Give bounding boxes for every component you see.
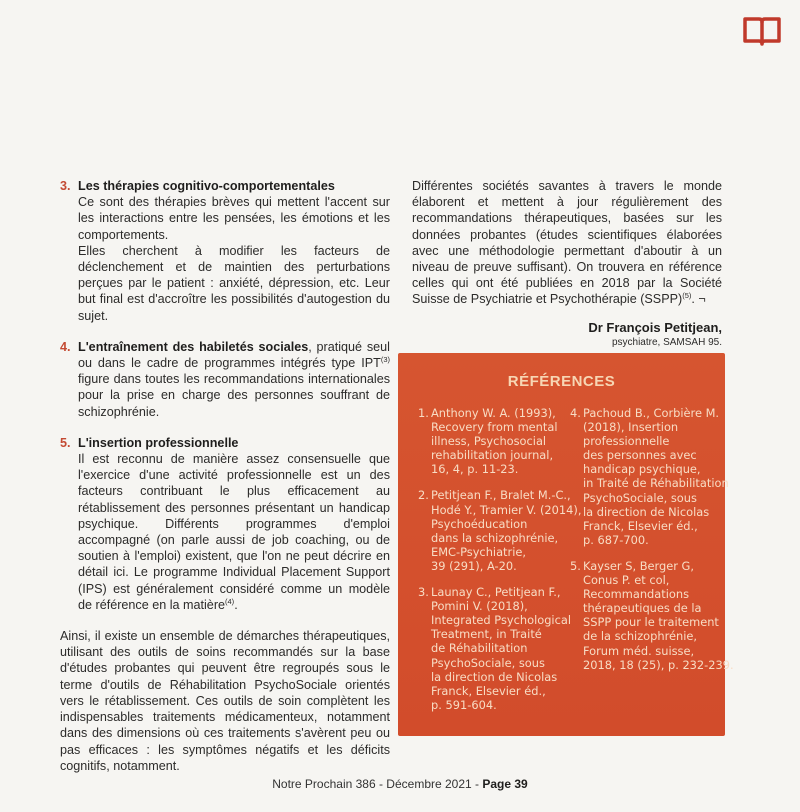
reference-line: thérapeutiques de la: [583, 601, 702, 616]
section-4: [60, 339, 390, 420]
paragraph-text: Différentes sociétés savantes à travers le monde élaborent et mettent à jour régulièrement des recommandations thérapeutiques, basées sur les données probantes (études scientifiques élaborées avec une méthodologie permettant d'aboutir à un niveau de preuve suffisant). On trouvera en référence celles qui ont été publiées en 2018 par la Société Suisse de Psychiatrie et Psychothérapie (SSPP): [412, 179, 722, 307]
references-column-1: [418, 406, 582, 724]
reference-item: [418, 488, 582, 573]
right-column: [412, 178, 722, 349]
reference-line: Launay C., Petitjean F.,: [431, 585, 561, 600]
reference-line: Psychoéducation: [431, 516, 528, 531]
reference-number: 2.: [418, 488, 429, 503]
reference-item: [570, 406, 729, 547]
reference-line: des personnes avec: [583, 448, 697, 463]
paragraph-text: Il est reconnu de manière assez consensuelle que l'exercice d'une activité professionnelle est un des facteurs contribuant le plus efficacement au rétablissement des personnes présentant un handicap psychique. Différents programmes d'emploi accompagné (on parle aussi de job coaching, ou de soutien à l'emploi) existent, que l'on ne peut décrire en détail ici. Le programme Individual Placement Support (IPS) est généralement considéré comme un modèle de référence en la matière: [78, 452, 390, 612]
reference-line: Hodé Y., Tramier V. (2014),: [431, 502, 582, 517]
references-column-2: [570, 406, 734, 684]
reference-line: Petitjean F., Bralet M.-C.,: [431, 488, 571, 503]
reference-line: EMC-Psychiatrie,: [431, 544, 527, 559]
paragraph-text: . ¬: [691, 292, 706, 307]
reference-line: p. 591-604.: [431, 697, 497, 712]
reference-line: illness, Psychosocial: [431, 434, 547, 449]
section-paragraph: Ce sont des thérapies brèves qui mettent l'accent sur les interactions entre les pensées, les émotions et les comportements.: [78, 195, 390, 242]
reference-number: 5.: [570, 558, 581, 573]
reference-line: Anthony W. A. (1993),: [431, 406, 556, 420]
reference-line: 16, 4, p. 11-23.: [431, 462, 519, 477]
author-name: Dr François Petitjean,: [588, 319, 722, 335]
left-column: [60, 178, 390, 774]
footer-text: Notre Prochain 386 - Décembre 2021 -: [272, 777, 483, 791]
section-paragraph: Elles cherchent à modifier les facteurs de déclenchement et de maintien des perturbations perçues par le patient : anxiété, dépression, etc. Leur but final est d'accroître les possibilités d'autogestion du sujet.: [78, 243, 390, 323]
page-number: Page 39: [482, 777, 528, 791]
reference-item: [570, 558, 734, 672]
reference-number: 3.: [418, 585, 429, 600]
section-title: Les thérapies cognitivo-comportementales: [78, 179, 335, 193]
references-box: [398, 353, 734, 736]
reference-line: PsychoSociale, sous: [431, 655, 545, 670]
reference-number: 4.: [570, 406, 581, 420]
section-number: 5.: [60, 435, 71, 450]
reference-item: [418, 406, 568, 476]
paragraph-text: .: [234, 597, 238, 612]
section-5: [60, 435, 390, 613]
book-icon: [742, 14, 782, 46]
reference-line: Franck, Elsevier éd.,: [583, 518, 698, 533]
paragraph-text: figure dans toutes les recommandations internationales pour la prise en charge des personnes souffrant de schizophrénie.: [78, 372, 390, 419]
reference-line: Conus P. et col,: [583, 573, 670, 588]
reference-line: professionnelle: [583, 434, 670, 449]
reference-line: Recovery from mental: [431, 420, 558, 435]
reference-line: Forum méd. suisse,: [583, 643, 695, 658]
reference-line: de Réhabilitation: [431, 641, 528, 656]
reference-line: Pachoud B., Corbière M.: [583, 406, 720, 420]
reference-number: 1.: [418, 406, 429, 420]
references-title: RÉFÉRENCES: [507, 373, 616, 390]
section-title: L'entraînement des habiletés sociales: [78, 339, 309, 354]
footnote-ref: (3): [380, 354, 390, 364]
closing-paragraph: Ainsi, il existe un ensemble de démarches thérapeutiques, utilisant des outils de soins recommandés sur la base d'études probantes qui peuvent être regroupés sous le terme d'outils de Réhabilitation PsychoSociale orientés vers le rétablissement. Ces outils de soin complètent les indispensables traitements médicamenteux, notamment dans des dimensions où ces traitements s'avèrent peu ou pas efficaces : les symptômes négatifs et les déficits cognitifs, notamment.: [60, 629, 390, 773]
reference-line: 2018, 18 (25), p. 232-239.: [583, 657, 734, 672]
section-3: [60, 178, 390, 324]
reference-line: (2018), Insertion: [583, 420, 679, 435]
page-footer: [0, 777, 800, 791]
reference-line: Kayser S, Berger G,: [583, 558, 695, 573]
reference-line: Pomini V. (2018),: [431, 599, 528, 614]
reference-line: dans la schizophrénie,: [431, 530, 559, 545]
footnote-ref: (5): [682, 291, 692, 301]
reference-line: in Traité de Réhabilitation: [583, 476, 729, 491]
reference-line: SSPP pour le traitement: [583, 615, 719, 630]
reference-line: Recommandations: [583, 587, 689, 602]
signature: [412, 320, 722, 349]
section-number: 4.: [60, 339, 71, 354]
intro-paragraph: [412, 178, 722, 308]
reference-line: Treatment, in Traité: [431, 627, 542, 642]
reference-line: Franck, Elsevier éd.,: [431, 683, 546, 698]
reference-line: 39 (291), A-20.: [431, 558, 517, 573]
section-paragraph: [78, 339, 390, 420]
reference-line: Integrated Psychological: [431, 613, 572, 628]
reference-item: [418, 585, 572, 712]
paragraph-text: , pratiqué seul ou dans le cadre de programmes intégrés type IPT: [78, 339, 390, 371]
reference-line: de la schizophrénie,: [583, 629, 698, 644]
reference-line: PsychoSociale, sous: [583, 490, 697, 505]
section-title: L'insertion professionnelle: [78, 435, 239, 450]
reference-line: handicap psychique,: [583, 462, 701, 477]
reference-line: la direction de Nicolas: [431, 669, 558, 684]
section-paragraph: [78, 451, 390, 613]
footnote-ref: (4): [225, 596, 235, 606]
reference-line: rehabilitation journal,: [431, 448, 554, 463]
reference-line: p. 687-700.: [583, 532, 649, 547]
author-role: psychiatre, SAMSAH 95.: [611, 336, 722, 348]
section-number: 3.: [60, 179, 71, 193]
reference-line: la direction de Nicolas: [583, 504, 710, 519]
